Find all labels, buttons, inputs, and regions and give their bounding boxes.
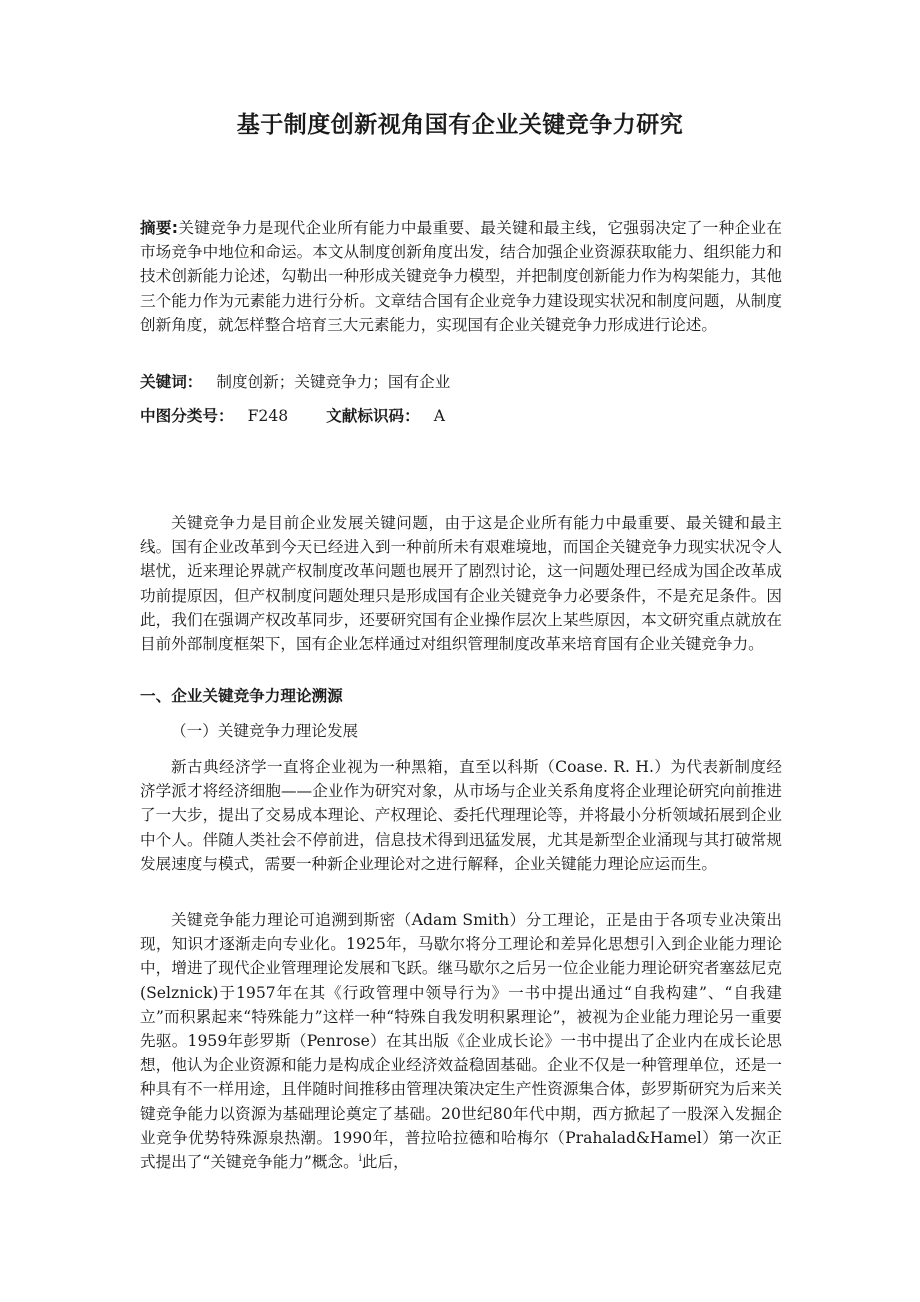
body-paragraph (140, 908, 782, 1174)
abstract-text: 关键竞争力是现代企业所有能力中最重要、最关键和最主线，它强弱决定了一种企业在市场竞争中地位和命运。本文从制度创新角度出发，结合加强企业资源获取能力、组织能力和技术创新能力论述，勾勒出一种形成关键竞争力模型，并把制度创新能力作为构架能力，其他三个能力作为元素能力进行分析。文章结合国有企业竞争力建设现实状况和制度问题，从制度创新角度，就怎样整合培育三大元素能力，实现国有企业关键竞争力形成进行论述。 (140, 219, 782, 334)
footnote-marker[interactable]: i (358, 1152, 362, 1164)
paragraph-text (140, 908, 782, 1174)
doc-code-label: 文献标识码： (326, 407, 420, 425)
paragraph-tail-text: 此后， (361, 1153, 409, 1172)
abstract (140, 216, 782, 337)
paragraph-main-text: 关键竞争能力理论可追溯到斯密（Adam Smith）分工理论，正是由于各项专业决策出现，知识才逐渐走向专业化。1925年，马歇尔将分工理论和差异化思想引入到企业能力理论中，增进了现代企业管理理论发展和飞跃。继马歇尔之后另一位企业能力理论研究者塞兹尼克(Selznick)于1957年在其《行政管理中领导行为》一书中提出通过“自我构建”、“自我建立”而积累起来“特殊能力”这样一种“特殊自我发明积累理论”，被视为企业能力理论另一重要先驱。1959年彭罗斯（Penrose）在其出版《企业成长论》一书中提出了企业内在成长论思想，他认为企业资源和能力是构成企业经济效益稳固基础。企业不仅是一种管理单位，还是一种具有不一样用途，且伴随时间推移由管理决策决定生产性资源集合体，彭罗斯研究为后来关键竞争能力以资源为基础理论奠定了基础。20世纪80年代中期，西方掀起了一股深入发掘企业竞争优势特殊源泉热潮。1990年，普拉哈拉德和哈梅尔（Prahalad&Hamel）第一次正式提出了“关键竞争能力”概念。 (140, 911, 782, 1172)
abstract-label: 摘要: (140, 219, 179, 237)
intro-text: 关键竞争力是目前企业发展关键问题，由于这是企业所有能力中最重要、最关键和最主线。国有企业改革到今天已经进入到一种前所未有艰难境地，而国企关键竞争力现实状况令人堪忧，近来理论界就产权制度改革问题也展开了剧烈讨论，这一问题处理已经成为国企改革成功前提原因，但产权制度问题处理只是形成国有企业关键竞争力必要条件，不是充足条件。因此，我们在强调产权改革同步，还要研究国有企业操作层次上某些原因，本文研究重点就放在目前外部制度框架下，国有企业怎样通过对组织管理制度改革来培育国有企业关键竞争力。 (140, 514, 782, 654)
paragraph-text: 新古典经济学一直将企业视为一种黑箱，直至以科斯（Coase. R. H.）为代表新制度经济学派才将经济细胞——企业作为研究对象，从市场与企业关系角度将企业理论研究向前推进了一大步，提出了交易成本理论、产权理论、委托代理理论等，并将最小分析领域拓展到企业中个人。伴随人类社会不停前进，信息技术得到迅猛发展，尤其是新型企业涌现与其打破常规发展速度与模式，需要一种新企业理论对之进行解释，企业关键能力理论应运而生。 (140, 758, 782, 873)
keywords-label: 关键词： (140, 373, 203, 391)
body-paragraph (140, 755, 782, 876)
section-heading: 一、企业关键竞争力理论溯源 (140, 687, 343, 705)
keywords (140, 370, 782, 394)
page-title: 基于制度创新视角国有企业关键竞争力研究 (236, 112, 684, 138)
classification-line (140, 404, 782, 428)
subsection-heading: （一）关键竞争力理论发展 (171, 722, 359, 740)
intro-paragraph (140, 511, 782, 656)
clc-label: 中图分类号： (140, 407, 234, 425)
clc-value: F248 (247, 407, 289, 425)
keywords-value: 制度创新；关键竞争力；国有企业 (216, 373, 451, 391)
doc-code-value: A (433, 407, 446, 425)
